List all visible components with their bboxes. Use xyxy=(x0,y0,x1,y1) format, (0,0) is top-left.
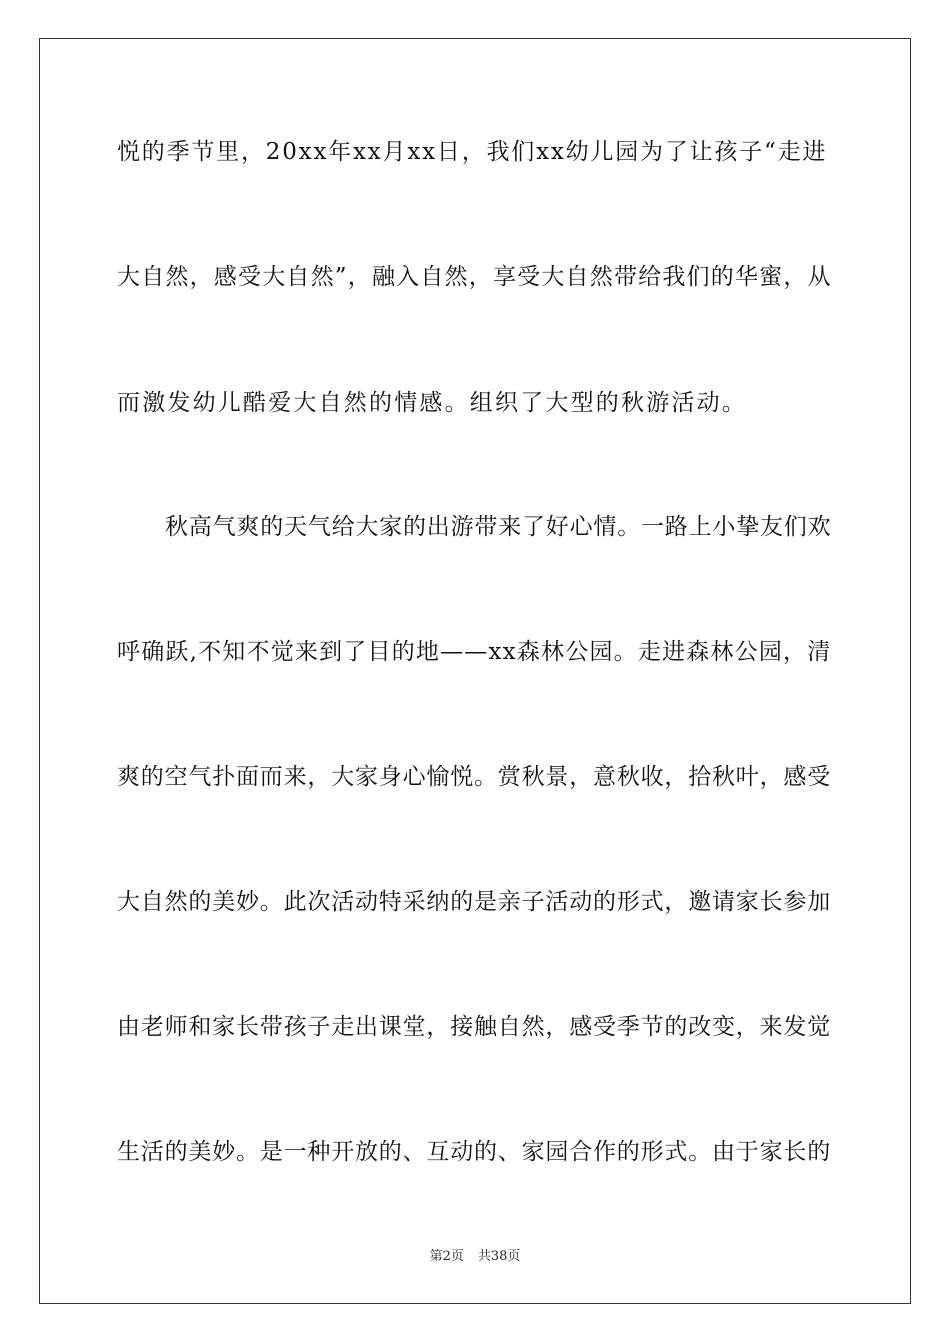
text-line-3: 而激发幼儿酷爱大自然的情感。组织了大型的秋游活动。 xyxy=(117,390,747,416)
text-line-8: 由老师和家长带孩子走出课堂，接触自然，感受季节的改变，来发觉 xyxy=(117,1014,831,1040)
text-line-9: 生活的美妙。是一种开放的、互动的、家园合作的形式。由于家长的 xyxy=(117,1139,831,1165)
text-line-7: 大自然的美妙。此次活动特采纳的是亲子活动的形式，邀请家长参加 xyxy=(117,889,831,915)
page-footer xyxy=(0,1248,950,1266)
text-line-1: 悦的季节里，20xx年xx月xx日，我们xx幼儿园为了让孩子“走进 xyxy=(117,139,828,165)
page-number: 第2页 xyxy=(429,1249,464,1264)
text-line-2: 大自然，感受大自然”，融入自然，享受大自然带给我们的华蜜，从 xyxy=(117,264,832,290)
page-total: 共38页 xyxy=(477,1249,521,1264)
text-line-6: 爽的空气扑面而来，大家身心愉悦。赏秋景，意秋收，拾秋叶，感受 xyxy=(117,764,831,790)
text-line-5: 呼确跃,不知不觉来到了目的地——xx森林公园。走进森林公园，清 xyxy=(117,639,832,665)
page-border xyxy=(39,38,911,1304)
text-line-4-paragraph-start: 秋高气爽的天气给大家的出游带来了好心情。一路上小挚友们欢 xyxy=(165,514,832,540)
